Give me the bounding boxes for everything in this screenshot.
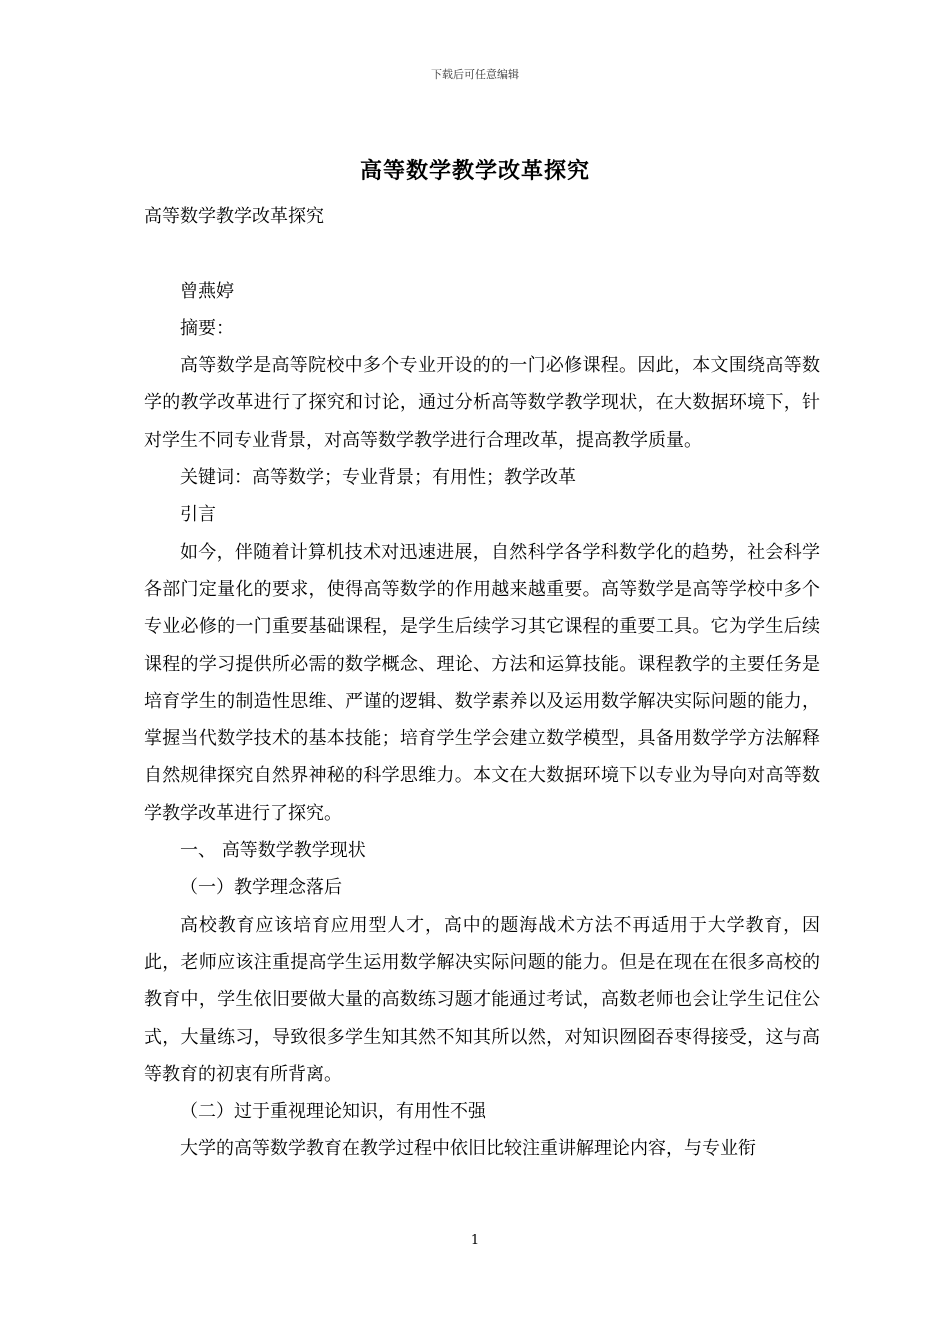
document-title: 高等数学教学改革探究: [359, 158, 590, 184]
author-name: 曾燕婷: [180, 280, 234, 302]
blank-line: [144, 235, 820, 272]
page-number: 1: [470, 1233, 480, 1248]
document-subtitle: 高等数学教学改革探究: [144, 206, 324, 227]
section-heading: 一、 高等数学教学现状: [180, 840, 366, 862]
intro-heading: 引言: [180, 504, 216, 526]
subsection-heading: （二）过于重视理论知识，有用性不强: [180, 1101, 486, 1123]
intro-paragraph: 如今，伴随着计算机技术对迅速进展，自然科学各学科数学化的趋势，社会科学各部门定量化的要求，使得高等数学的作用越来越重要。高等数学是高等学校中多个专业必修的一门重要基础课程，是学生后续学习其它课程的重要工具。它为学生后续课程的学习提供所必需的数学概念、理论、方法和运算技能。课程教学的主要任务是培育学生的制造性思维、严谨的逻辑、数学素养以及运用数学解决实际问题的能力，掌握当代数学技术的基本技能；培育学生学会建立数学模型，具备用数学学方法解释自然规律探究自然界神秘的科学思维力。本文在大数据环境下以专业为导向对高等数学教学改革进行了探究。: [144, 541, 820, 824]
subsection-heading: （一）教学理念落后: [180, 877, 342, 899]
subsection-paragraph: 大学的高等数学教育在教学过程中依旧比较注重讲解理论内容，与专业衔: [180, 1138, 756, 1160]
abstract-label: 摘要：: [180, 317, 234, 339]
abstract-paragraph: 高等数学是高等院校中多个专业开设的的一门必修课程。因此，本文围绕高等数学的教学改革进行了探究和讨论，通过分析高等数学教学现状，在大数据环境下，针对学生不同专业背景，对高等数学教学进行合理改革，提高教学质量。: [144, 355, 820, 451]
subsection-paragraph: 高校教育应该培育应用型人才，高中的题海战术方法不再适用于大学教育，因此，老师应该注重提高学生运用数学解决实际问题的能力。但是在现在在很多高校的教育中，学生依旧要做大量的高数练习题才能通过考试，高数老师也会让学生记住公式，大量练习，导致很多学生知其然不知其所以然，对知识囫囵吞枣得接受，这与高等教育的初衷有所背离。: [144, 914, 820, 1085]
document-body: [144, 198, 820, 1168]
keywords-line: 关键词：高等数学；专业背景；有用性；教学改革: [180, 467, 576, 489]
page-header-note: 下载后可任意编辑: [431, 68, 519, 81]
